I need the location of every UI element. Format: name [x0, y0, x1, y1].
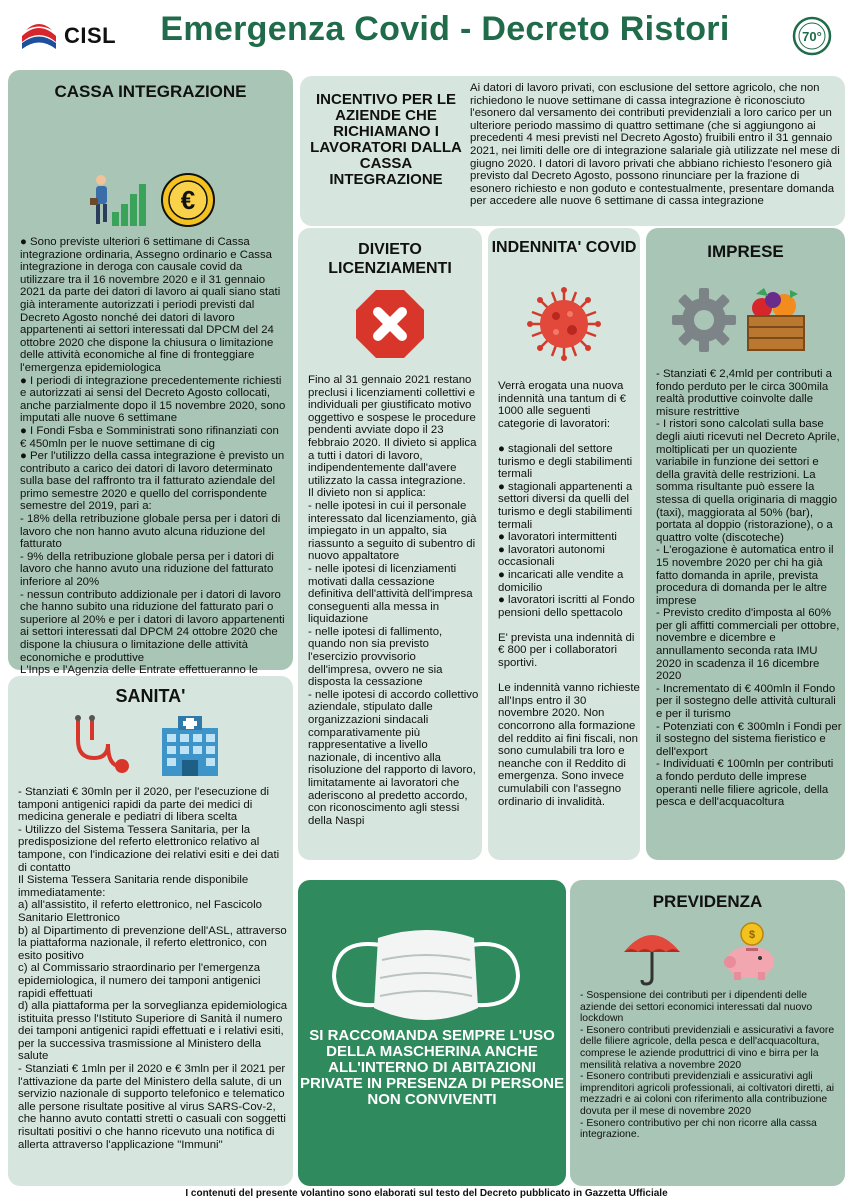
businessman-growth-icon [88, 172, 146, 228]
section-body: - Sospensione dei contributi per i dipendenti delle aziende dei settori economici interessati dal nuovo lockdown - Esonero contributi previdenziali e assicurativi a favore delle filiere agricole, della pesca e dell'acquacoltura, comprese le aziende produttrici di vino e birra per la mensilità relativa a novembre 2020 - Esonero contributi previdenziali e assicurativi agli imprenditori agricoli professionali, ai coltivatori diretti, ai mezzadri e ai coloni con riferimento alla contribuzione dovuta per il mese di novembre 2020 - Esonero contributivo per chi non ricorre alla cassa integrazione. [580, 990, 835, 1141]
incentivo-section [300, 76, 845, 226]
previdenza-section [570, 880, 845, 1186]
section-title: INDENNITA' COVID [491, 239, 637, 256]
page-header [0, 0, 853, 68]
umbrella-icon [620, 924, 684, 986]
cisl-logo-icon [20, 18, 58, 52]
hospital-icon [158, 712, 222, 778]
section-body: Verrà erogata una nuova indennità una tantum di € 1000 alle seguenti categorie di lavoratori: ● stagionali del settore turismo e degli stabilimenti termali ● stagionali appartenenti a settori diversi da quelli del turismo e degli stabilimenti termali ● lavoratori intermittenti ● lavoratori autonomi occasionali ● incaricati alle vendite a domicilio ● lavoratori iscritti al Fondo pensioni dello spettacolo E' prevista una indennità di € 800 per i collaboratori sportivi. Le indennità vanno richieste all'Inps entro il 30 novembre 2020. Non concorrono alla formazione del reddito ai fini fiscali, non sono cumulabili tra loro e neanche con il Reddito di emergenza. Sono invece cumulabili con l'assegno ordinario di invalidità. [498, 380, 640, 808]
section-body: ● Sono previste ulteriori 6 settimane di Cassa integrazione ordinaria, Assegno ordinario e Cassa integrazione in deroga con causale covid da utilizzare tra il 16 novembre 2020 e il 31 gennaio 2021 da parte dei datori di lavoro ai quali siano stati già interamente autorizzati i periodi previsti dal Decreto Agosto nonché dei datori di lavoro appartenenti ai settori interessati dal DPCM del 24 ottobre 2020 che dispone la chiusura o limitazione delle attività economiche al fine di fronteggiare l'emergenza epidemiologica ● I periodi di integrazione precedentemente richiesti e autorizzati ai sensi del Decreto Agosto collocati, anche parzialmente dopo il 15 novembre 2020, sono imputati alle nuove 6 settimane ● I Fondi Fsba e Somministrati sono rifinanziati con € 450mln per le nuove settimane di cig ● Per l'utilizzo della cassa integrazione è previsto un contributo a carico dei datori di lavoro determinato sulla base del raffronto tra il fatturato aziendale del primo semestre 2020 e quello del corrispondente semestre del 2019, pari a: - 18% della retribuzione globale persa per i datori di lavoro che non hanno avuto alcuna riduzione del fatturato - 9% della retribuzione globale persa per i datori di lavoro che hanno avuto una riduzione del fatturato inferiore al 20% - nessun contributo addizionale per i datori di lavoro che hanno subito una riduzione del fatturato pari o superiore al 20% e per i datori di lavoro appartenenti ai settori interessati dal DPCM 24 ottobre 2020 che dispone la chiusura o limitazione delle attività economiche e produttive L'Inps e l'Agenzia delle Entrate effettueranno le [20, 236, 286, 677]
svg-text:€: € [180, 185, 196, 215]
piggy-bank-icon [720, 920, 780, 982]
vegetable-crate-icon [746, 286, 806, 352]
cisl-70-anniversary-badge [792, 16, 832, 56]
mascherina-section [298, 880, 566, 1186]
section-body: Ai datori di lavoro privati, con esclusione del settore agricolo, che non richiedono le nuove settimane di cassa integrazione è riconosciuto l'esonero dal versamento dei contributi previdenziali a loro carico per un ulteriore periodo massimo di quattro settimane (che si aggiungono ai precedenti 4 mesi previsti nel Decreto Agosto) fruibili entro il 31 gennaio 2021, nei limiti delle ore di integrazione salariale già utilizzate nel mese di giugno 2020. I datori di lavoro privati che abbiano richiesto l'esonero già previsto dal Decreto Agosto, possono rinunciare per la frazione di esonero richiesto e non goduto e contestualmente, presentare domanda per accedere alle nuove 6 settimane di cassa integrazione [470, 82, 840, 208]
gear-icon [670, 286, 738, 354]
section-title: IMPRESE [707, 242, 784, 261]
footer-note: I contenuti del presente volantino sono elaborati sul testo del Decreto pubblicato in Gazzetta Ufficiale [185, 1188, 668, 1199]
section-title: PREVIDENZA [652, 892, 763, 911]
sanita-section [8, 676, 293, 1186]
imprese-section [646, 228, 845, 860]
section-title: INCENTIVO PER LE AZIENDE CHE RICHIAMANO I LAVORATORI DALLA CASSA INTEGRAZIONE [310, 91, 462, 188]
euro-coin-icon [160, 172, 216, 228]
indennita-covid-section [488, 228, 640, 860]
section-body: - Stanziati € 30mln per il 2020, per l'esecuzione di tamponi antigenici rapidi da parte dei medici di medicina generale e pediatri di libera scelta - Utilizzo del Sistema Tessera Sanitaria, per la predisposizione del referto elettronico relativo al tampone, con l'indicazione dei relativi esiti e dei dati di contatto Il Sistema Tessera Sanitaria rende disponibile immediatamente: a) all'assistito, il referto elettronico, nel Fascicolo Sanitario Elettronico b) al Dipartimento di prevenzione dell'ASL, attraverso la piattaforma nazionale, il referto elettronico, con esito positivo c) al Commissario straordinario per l'emergenza epidemiologica, il numero dei tamponi antigenici rapidi effettuati d) alla piattaforma per la sorveglianza epidemiologica istituita presso l'Istituto Superiore di Sanità il numero dei tamponi antigenici rapidi effettuati e i relativi esiti, per la successiva trasmissione al Ministero della salute - Stanziati € 1mln per il 2020 e € 3mln per il 2021 per l'attivazione da parte del Ministero della salute, di un servizio nazionale di supporto telefonico e telematico alle persone risultate positive al virus SARS-Cov-2, che hanno avuto contatti stretti o casuali con soggetti risultati positivi o che hanno ricevuto una notifica di allerta attraverso l'applicazione "Immuni" [18, 786, 288, 1151]
face-mask-icon [326, 916, 526, 1034]
cisl-logo-text: CISL [64, 23, 117, 48]
mask-recommendation-text: SI RACCOMANDA SEMPRE L'USO DELLA MASCHERINA ANCHE ALL'INTERNO DI ABITAZIONI PRIVATE IN PRESENZA DI PERSONE NON CONVIVENTI [300, 1027, 564, 1108]
svg-text:$: $ [748, 929, 756, 941]
section-body: - Stanziati € 2,4mld per contributi a fondo perduto per le circa 300mila realtà produttive coinvolte dalle misure restrittive - I ristori sono calcolati sulla base degli aiuti ricevuti nel Decreto Aprile, moltiplicati per un quoziente variabile in funzione dei settori e della gravità delle restrizioni. La somma risultante può essere la stessa di quella originaria di maggio (taxi), maggiorata al 50% (bar), portata al doppio (ristorazione), o a quattro volte (discoteche) - L'erogazione è automatica entro il 15 novembre 2020 per chi ha già fatto domanda in aprile, prevista procedura di domanda per le altre imprese - Previsto credito d'imposta al 60% per gli affitti commerciali per ottobre, novembre e dicembre e annullamento seconda rata IMU 2020 in scadenza il 16 dicembre 2020 - Incrementato di € 400mln il Fondo per il sostegno delle attività culturali e per il turismo - Potenziati con € 300mln i Fondi per il sostegno del sistema fieristico e dell'export - Individuati € 100mln per contributi a fondo perduto delle imprese operanti nelle filiere agricole, della pesca e dell'acquacoltura [656, 368, 842, 809]
badge-text: 70° [802, 29, 822, 44]
page-title: Emergenza Covid - Decreto Ristori [160, 10, 730, 48]
cassa-integrazione-section [8, 70, 293, 677]
stethoscope-icon [68, 714, 132, 776]
section-title: CASSA INTEGRAZIONE [54, 82, 247, 101]
section-body: Fino al 31 gennaio 2021 restano preclusi i licenziamenti collettivi e individuali per giustificato motivo oggettivo e sospese le procedure pendenti avviate dopo il 23 febbraio 2020. Il divieto si applica a tutti i datori di lavoro, indipendentemente dall'avere utilizzato la cassa integrazione. Il divieto non si applica: - nelle ipotesi in cui il personale interessato dal licenziamento, già impiegato in un appalto, sia riassunto a seguito di subentro di nuovo appaltatore - nelle ipotesi di licenziamenti motivati dalla cessazione definitiva dell'attività dell'impresa conseguenti alla messa in liquidazione - nelle ipotesi di fallimento, quando non sia previsto l'esercizio provvisorio dell'impresa, ovvero ne sia disposta la cessazione - nelle ipotesi di accordo collettivo aziendale, stipulato dalle organizzazioni sindacali comparativamente più rappresentative a livello nazionale, di incentivo alla risoluzione del rapporto di lavoro, limitatamente ai lavoratori che aderiscono al predetto accordo, con riconoscimento agli stessi della Naspi [308, 374, 479, 827]
red-stop-x-icon [354, 288, 426, 360]
section-title: DIVIETO LICENZIAMENTI [328, 241, 452, 277]
divieto-licenziamenti-section [298, 228, 482, 860]
cisl-logo [20, 14, 140, 58]
coronavirus-icon [526, 286, 602, 362]
section-title: SANITA' [115, 686, 186, 706]
